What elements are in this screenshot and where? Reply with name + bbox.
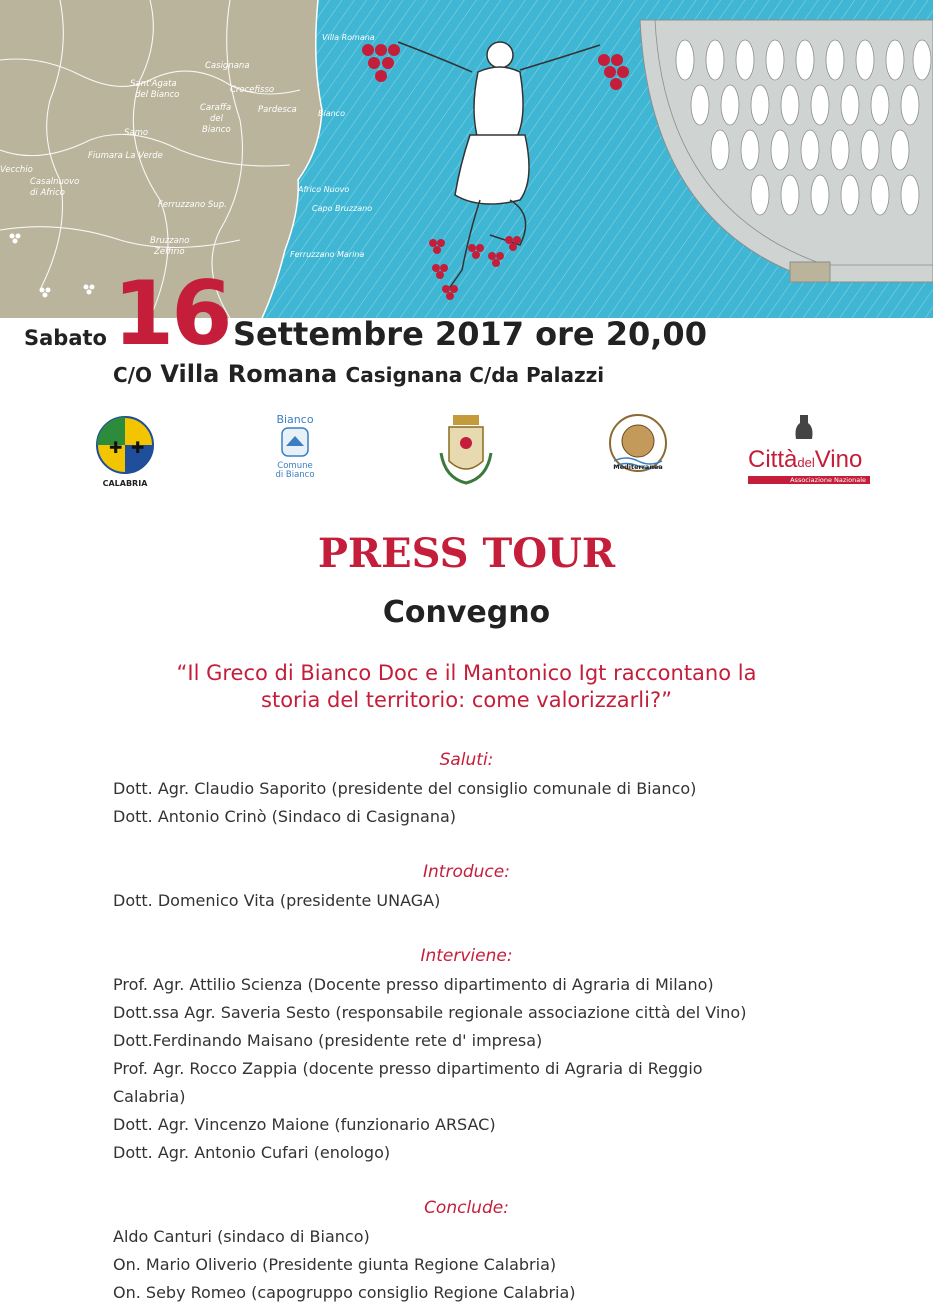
convegno-subtitle: Convegno bbox=[382, 595, 551, 630]
svg-text:Crocefisso: Crocefisso bbox=[230, 85, 275, 95]
citta-vino-wordmark: CittàdelVino bbox=[748, 446, 863, 473]
svg-text:Africo Nuovo: Africo Nuovo bbox=[298, 185, 350, 194]
section-saluti: Saluti: bbox=[439, 750, 494, 770]
list-item: Prof. Agr. Rocco Zappia (docente presso dipartimento di Agraria di Reggio bbox=[113, 1059, 703, 1078]
list-item: Dott. Antonio Crinò (Sindaco di Casignana) bbox=[113, 807, 456, 826]
event-venue bbox=[113, 360, 604, 388]
venue-place: Casignana C/da Palazzi bbox=[345, 363, 605, 387]
list-item: Prof. Agr. Attilio Scienza (Docente presso dipartimento di Agraria di Milano) bbox=[113, 975, 714, 994]
calabria-emblem-icon bbox=[95, 415, 155, 475]
section-introduce: Introduce: bbox=[423, 862, 510, 882]
svg-text:Sant'Agata: Sant'Agata bbox=[130, 79, 177, 89]
list-item: Dott.ssa Agr. Saveria Sesto (responsabile regionale associazione città del Vino) bbox=[113, 1003, 747, 1022]
svg-text:del Bianco: del Bianco bbox=[135, 90, 180, 100]
list-item: Calabria) bbox=[113, 1087, 186, 1106]
bianco-comune-label-2: di Bianco bbox=[275, 470, 315, 480]
list-item: On. Seby Romeo (capogruppo consiglio Regione Calabria) bbox=[113, 1283, 576, 1302]
section-interviene: Interviene: bbox=[420, 946, 513, 966]
svg-text:Vecchio: Vecchio bbox=[0, 165, 33, 175]
logo-universita-mediterranea bbox=[608, 413, 668, 488]
conclude-list bbox=[113, 1223, 813, 1307]
logo-citta-del-vino bbox=[748, 413, 870, 488]
svg-text:Zeffirio: Zeffirio bbox=[154, 247, 185, 257]
press-tour-title: PRESS TOUR bbox=[317, 530, 616, 577]
venue-prefix: C/O bbox=[113, 363, 152, 387]
svg-text:Bruzzano: Bruzzano bbox=[150, 236, 190, 246]
list-item: Dott. Agr. Vincenzo Maione (funzionario ARSAC) bbox=[113, 1115, 496, 1134]
logo-regione-calabria bbox=[95, 415, 155, 490]
svg-text:del: del bbox=[210, 114, 223, 124]
citta-vino-subtitle: Associazione Nazionale bbox=[748, 476, 870, 484]
svg-text:Bianco: Bianco bbox=[202, 125, 231, 135]
svg-text:Ferruzzano Marina: Ferruzzano Marina bbox=[290, 250, 365, 259]
svg-text:Capo Bruzzano: Capo Bruzzano bbox=[312, 204, 373, 213]
svg-text:Caraffa: Caraffa bbox=[200, 103, 232, 113]
list-item: Dott. Agr. Antonio Cufari (enologo) bbox=[113, 1143, 391, 1162]
saluti-list bbox=[113, 775, 813, 831]
calabria-label: CALABRIA bbox=[102, 479, 148, 488]
svg-text:✚: ✚ bbox=[131, 438, 145, 457]
svg-text:Fiumara La Verde: Fiumara La Verde bbox=[88, 151, 163, 161]
list-item: Aldo Canturi (sindaco di Bianco) bbox=[113, 1227, 370, 1246]
svg-text:Villa Romana: Villa Romana bbox=[322, 33, 375, 42]
list-item: Dott. Agr. Claudio Saporito (presidente del consiglio comunale di Bianco) bbox=[113, 779, 697, 798]
list-item: On. Mario Oliverio (Presidente giunta Regione Calabria) bbox=[113, 1255, 557, 1274]
svg-text:✚: ✚ bbox=[109, 438, 123, 457]
bianco-crest-icon bbox=[270, 426, 320, 458]
theme-line-1: “Il Greco di Bianco Doc e il Mantonico Igt raccontano la bbox=[176, 661, 757, 685]
svg-text:Samo: Samo bbox=[124, 128, 149, 138]
casignana-crest-icon bbox=[435, 413, 497, 488]
introduce-list bbox=[113, 887, 813, 915]
event-weekday: Sabato bbox=[24, 326, 107, 350]
event-day: 16 bbox=[113, 262, 230, 365]
svg-text:Ferruzzano Sup.: Ferruzzano Sup. bbox=[158, 200, 227, 210]
list-item: Dott. Domenico Vita (presidente UNAGA) bbox=[113, 891, 441, 910]
svg-text:Bianco: Bianco bbox=[318, 109, 345, 118]
theme-line-2: storia del territorio: come valorizzarli?” bbox=[261, 688, 672, 712]
svg-text:Casignana: Casignana bbox=[205, 61, 250, 71]
bianco-comune-label: Comune bbox=[277, 461, 313, 471]
event-month-time: Settembre 2017 ore 20,00 bbox=[233, 315, 707, 353]
section-conclude: Conclude: bbox=[424, 1198, 509, 1218]
citta-vino-bottle-icon bbox=[748, 413, 870, 443]
bianco-label: Bianco bbox=[276, 413, 314, 426]
svg-text:Pardesca: Pardesca bbox=[258, 105, 297, 115]
unirc-label: Mediterranea bbox=[613, 463, 663, 471]
svg-text:di Africo: di Africo bbox=[30, 188, 65, 198]
convegno-theme bbox=[80, 660, 853, 714]
venue-name: Villa Romana bbox=[160, 360, 338, 388]
svg-text:Casalnuovo: Casalnuovo bbox=[30, 177, 80, 187]
interviene-list bbox=[113, 971, 813, 1167]
list-item: Dott.Ferdinando Maisano (presidente rete d' impresa) bbox=[113, 1031, 543, 1050]
logo-comune-bianco bbox=[270, 413, 320, 488]
logo-comune-casignana bbox=[435, 413, 497, 488]
